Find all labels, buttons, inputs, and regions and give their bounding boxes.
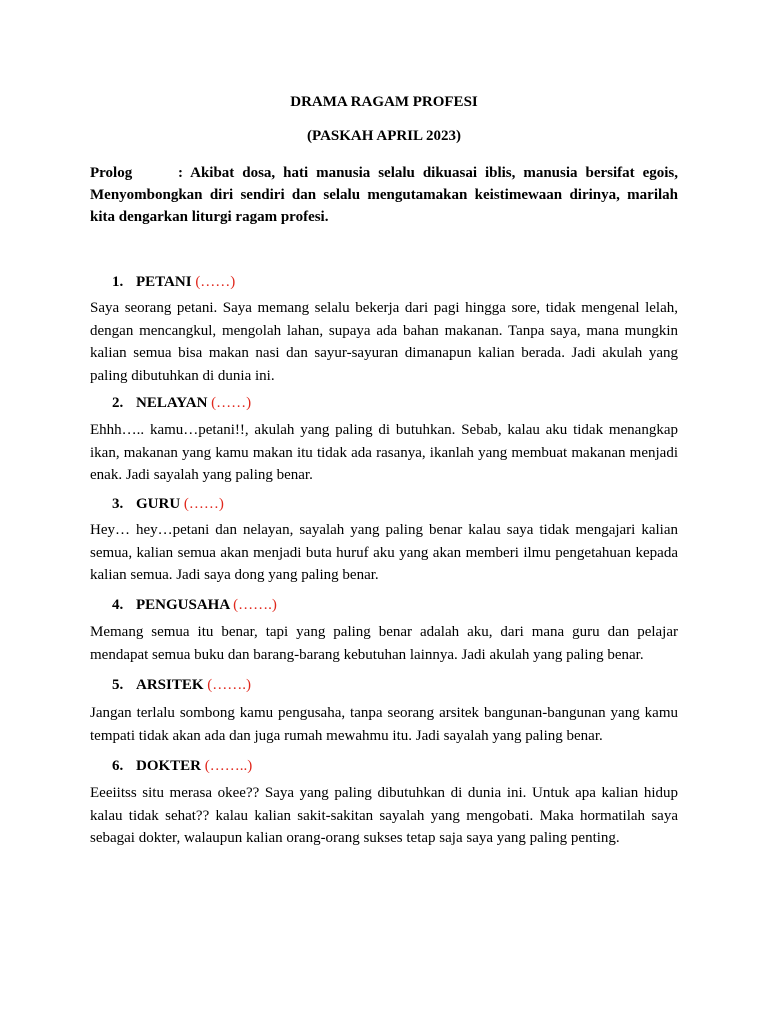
prolog-colon: : (178, 165, 183, 181)
section-name: DOKTER (136, 758, 202, 774)
document-title: DRAMA RAGAM PROFESI (290, 94, 478, 110)
section-name: ARSITEK (136, 677, 204, 693)
section-blank: (…….) (207, 677, 252, 693)
section-number: 1. (112, 274, 124, 290)
section-text-dokter: Eeeiitss situ merasa okee?? Saya yang paling dibutuhkan di dunia ini. Untuk apa kalian hidup kalau tidak sehat?? kalau kalian sakit-sakitan sayalah yang mengobati. Maka hormatilah saya sebagai dokter, walaupun kalian orang-orang sukses tetap saja saya yang paling penting. (90, 785, 678, 846)
section-blank: (……) (195, 274, 236, 290)
section-heading-guru (112, 496, 224, 513)
section-heading-nelayan (112, 395, 251, 412)
prolog-paragraph (90, 162, 678, 228)
prolog-label: Prolog (90, 165, 133, 181)
section-number: 4. (112, 597, 124, 613)
section-text-pengusaha: Memang semua itu benar, tapi yang paling benar adalah aku, dari mana guru dan pelajar mendapat semua buku dan barang-barang kebutuhan lainnya. Jadi akulah yang paling benar. (90, 624, 678, 663)
section-name: PETANI (136, 274, 192, 290)
section-number: 2. (112, 395, 124, 411)
prolog-text: Akibat dosa, hati manusia selalu dikuasai iblis, manusia bersifat egois, Menyombongkan diri sendiri dan selalu mengutamakan keistimewaan dirinya, marilah kita dengarkan liturgi ragam profesi. (90, 165, 678, 225)
section-heading-pengusaha (112, 597, 277, 614)
section-name: PENGUSAHA (136, 597, 230, 613)
section-number: 6. (112, 758, 124, 774)
section-heading-dokter (112, 758, 252, 775)
section-blank: (……) (183, 496, 224, 512)
section-name: GURU (136, 496, 181, 512)
document-subtitle: (PASKAH APRIL 2023) (307, 128, 461, 144)
section-heading-arsitek (112, 677, 251, 694)
section-heading-petani (112, 274, 235, 291)
section-blank: (…….) (233, 597, 277, 613)
section-text-petani: Saya seorang petani. Saya memang selalu bekerja dari pagi hingga sore, tidak mengenal lelah, dengan mencangkul, mengolah lahan, supaya ada bahan makanan. Tanpa saya, mana mungkin kalian semua bisa makan nasi dan sayur-sayuran dimanapun kalian berada. Jadi akulah yang paling dibutuhkan di dunia ini. (90, 300, 678, 384)
section-blank: (……..) (204, 758, 253, 774)
section-text-nelayan: Ehhh….. kamu…petani!!, akulah yang paling di butuhkan. Sebab, kalau aku tidak menangkap ikan, makanan yang kamu makan itu tidak ada rasanya, ikanlah yang membuat makanan menjadi enak. Jadi sayalah yang paling benar. (90, 422, 678, 483)
section-text-arsitek: Jangan terlalu sombong kamu pengusaha, tanpa seorang arsitek bangunan-bangunan yang kamu tempati tidak akan ada dan juga rumah mewahmu itu. Jadi sayalah yang paling benar. (90, 705, 678, 744)
section-name: NELAYAN (136, 395, 208, 411)
section-number: 3. (112, 496, 124, 512)
section-number: 5. (112, 677, 124, 693)
section-blank: (……) (211, 395, 252, 411)
section-text-guru: Hey… hey…petani dan nelayan, sayalah yang paling benar kalau saya tidak mengajari kalian semua, kalian semua akan menjadi buta huruf aku yang akan memberi ilmu pengetahuan kepada kalian semua. Jadi saya dong yang paling benar. (90, 522, 678, 583)
